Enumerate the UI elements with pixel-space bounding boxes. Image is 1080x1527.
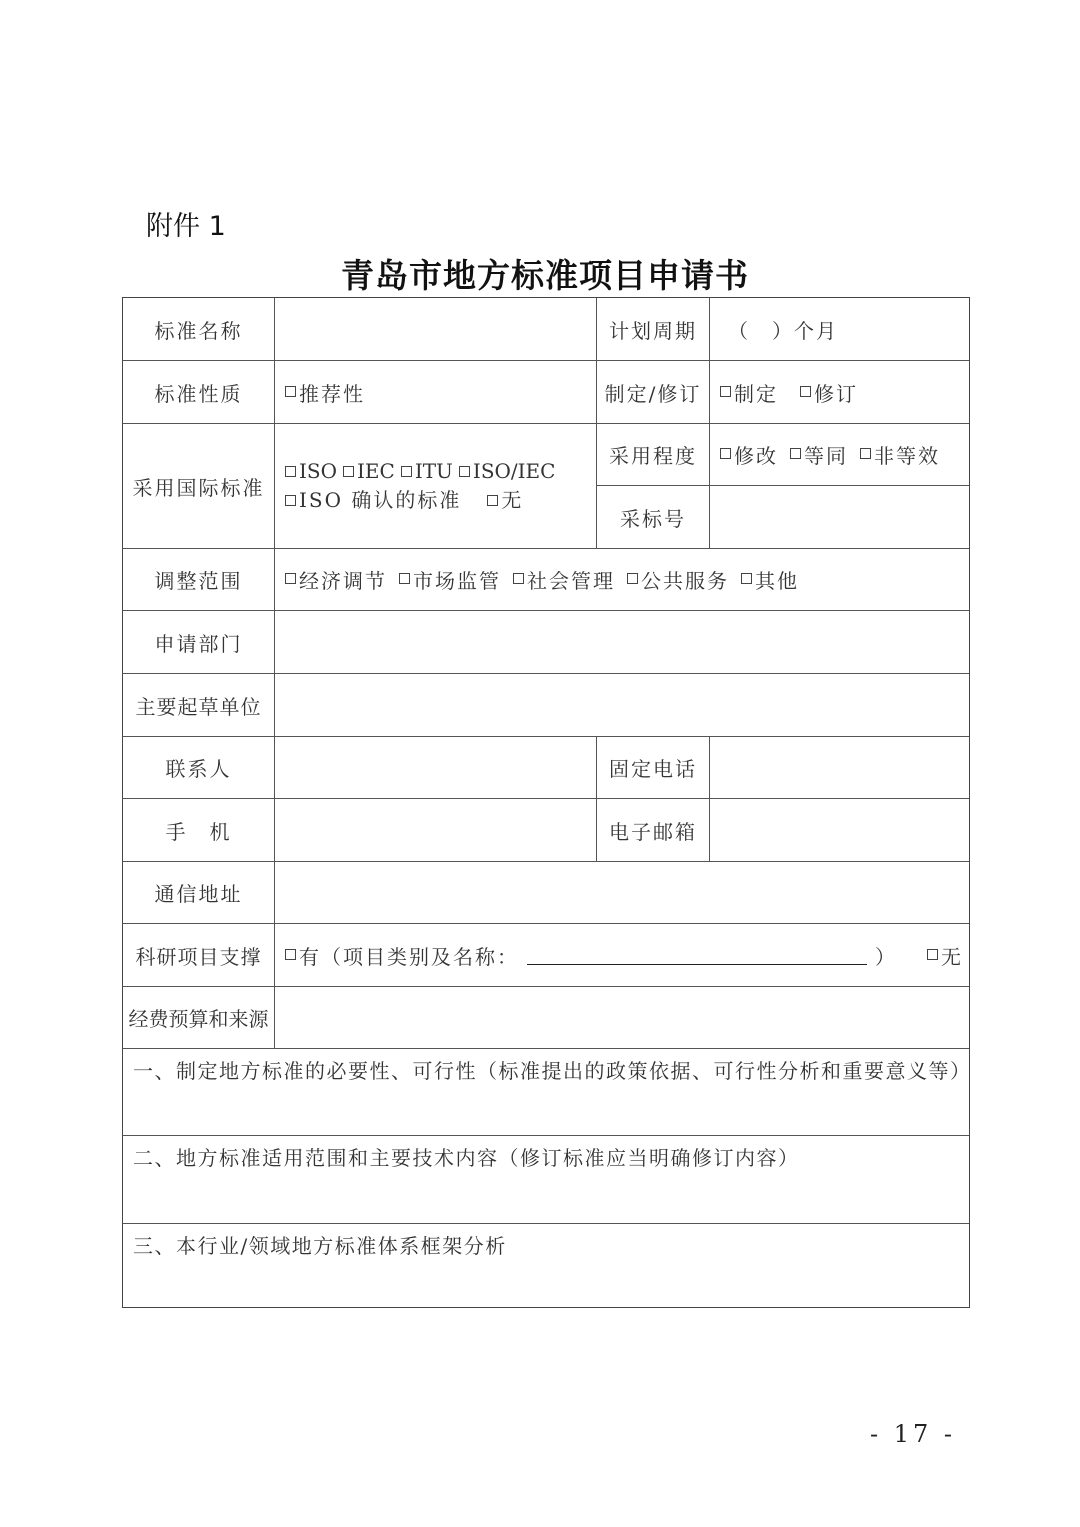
label-email: 电子邮箱 xyxy=(609,819,697,844)
field-adopt-international xyxy=(275,424,596,548)
application-form xyxy=(122,297,970,1308)
checkbox[interactable] xyxy=(285,949,296,960)
checkbox[interactable] xyxy=(343,466,354,477)
close-paren: ） xyxy=(875,944,897,969)
label-address: 通信地址 xyxy=(154,882,243,906)
field-adopted-number[interactable] xyxy=(710,486,969,548)
option-no: 无 xyxy=(941,944,963,969)
field-email[interactable] xyxy=(710,799,969,861)
label-main-drafting-unit: 主要起草单位 xyxy=(135,694,262,719)
field-applying-dept[interactable] xyxy=(275,611,969,673)
label-standard-name: 标准名称 xyxy=(154,318,243,343)
option-public: 公共服务 xyxy=(641,569,729,593)
checkbox[interactable] xyxy=(860,448,871,459)
checkbox[interactable] xyxy=(513,573,524,584)
option-nonequivalent: 非等效 xyxy=(874,444,940,468)
option-yes: 有（项目类别及名称： xyxy=(299,944,519,969)
checkbox[interactable] xyxy=(487,495,498,506)
option-none: 无 xyxy=(501,488,522,512)
checkbox[interactable] xyxy=(741,573,752,584)
field-research-support xyxy=(275,924,969,986)
attachment-label: 附件 1 xyxy=(146,211,226,242)
option-revise: 修订 xyxy=(814,381,858,406)
checkbox[interactable] xyxy=(927,949,938,960)
label-budget: 经费预算和来源 xyxy=(128,1007,269,1031)
checkbox[interactable] xyxy=(401,466,412,477)
label-make-revise: 制定/修订 xyxy=(604,381,702,406)
checkbox[interactable] xyxy=(720,448,731,459)
checkbox[interactable] xyxy=(459,466,470,477)
checkbox[interactable] xyxy=(399,573,410,584)
field-adjust-scope xyxy=(275,549,969,610)
field-budget[interactable] xyxy=(275,987,969,1048)
option-iso: ISO xyxy=(299,459,337,483)
section-scope[interactable]: 二、地方标准适用范围和主要技术内容（修订标准应当明确修订内容） xyxy=(133,1146,800,1170)
field-adoption-degree xyxy=(710,424,969,485)
option-other: 其他 xyxy=(755,569,799,593)
field-mobile[interactable] xyxy=(275,799,596,861)
option-economic: 经济调节 xyxy=(299,569,387,593)
form-title: 青岛市地方标准项目申请书 xyxy=(341,256,749,295)
option-iec: IEC xyxy=(357,459,395,483)
label-applying-dept: 申请部门 xyxy=(154,631,243,656)
page-number: - 17 - xyxy=(870,1420,957,1448)
checkbox[interactable] xyxy=(285,466,296,477)
project-name-blank[interactable] xyxy=(527,946,867,965)
checkbox[interactable] xyxy=(800,386,811,397)
label-landline: 固定电话 xyxy=(609,757,697,781)
field-contact-person[interactable] xyxy=(275,737,596,798)
option-market: 市场监管 xyxy=(413,569,501,593)
label-standard-nature: 标准性质 xyxy=(154,381,243,406)
option-iso-confirmed: ISO 确认的标准 xyxy=(299,488,462,512)
label-adjust-scope: 调整范围 xyxy=(154,569,243,593)
label-adopted-number: 采标号 xyxy=(620,506,686,531)
field-landline[interactable] xyxy=(710,737,969,798)
field-standard-nature xyxy=(275,361,596,423)
field-address[interactable] xyxy=(275,862,969,923)
option-make: 制定 xyxy=(734,381,778,406)
checkbox[interactable] xyxy=(285,573,296,584)
label-adopt-international: 采用国际标准 xyxy=(132,475,265,500)
label-contact-person: 联系人 xyxy=(165,757,232,781)
option-recommended: 推荐性 xyxy=(299,381,365,406)
option-identical: 等同 xyxy=(804,444,848,468)
checkbox[interactable] xyxy=(285,495,296,506)
label-adoption-degree: 采用程度 xyxy=(609,444,697,468)
checkbox[interactable] xyxy=(285,386,296,397)
option-itu: ITU xyxy=(414,459,453,483)
option-social: 社会管理 xyxy=(527,569,615,593)
label-research-support: 科研项目支撑 xyxy=(135,944,262,969)
label-plan-cycle: 计划周期 xyxy=(609,318,697,343)
field-main-drafting-unit[interactable] xyxy=(275,674,969,736)
option-modify: 修改 xyxy=(734,444,778,468)
checkbox[interactable] xyxy=(627,573,638,584)
section-framework[interactable]: 三、本行业/领域地方标准体系框架分析 xyxy=(133,1234,507,1258)
label-mobile: 手 机 xyxy=(165,819,232,844)
field-standard-name[interactable] xyxy=(275,298,596,360)
field-make-revise xyxy=(710,361,969,423)
option-iso-iec: ISO/IEC xyxy=(472,459,556,483)
section-necessity[interactable]: 一、制定地方标准的必要性、可行性（标准提出的政策依据、可行性分析和重要意义等） xyxy=(133,1059,972,1083)
field-plan-cycle[interactable]: （ ）个月 xyxy=(728,318,838,343)
checkbox[interactable] xyxy=(720,386,731,397)
checkbox[interactable] xyxy=(790,448,801,459)
